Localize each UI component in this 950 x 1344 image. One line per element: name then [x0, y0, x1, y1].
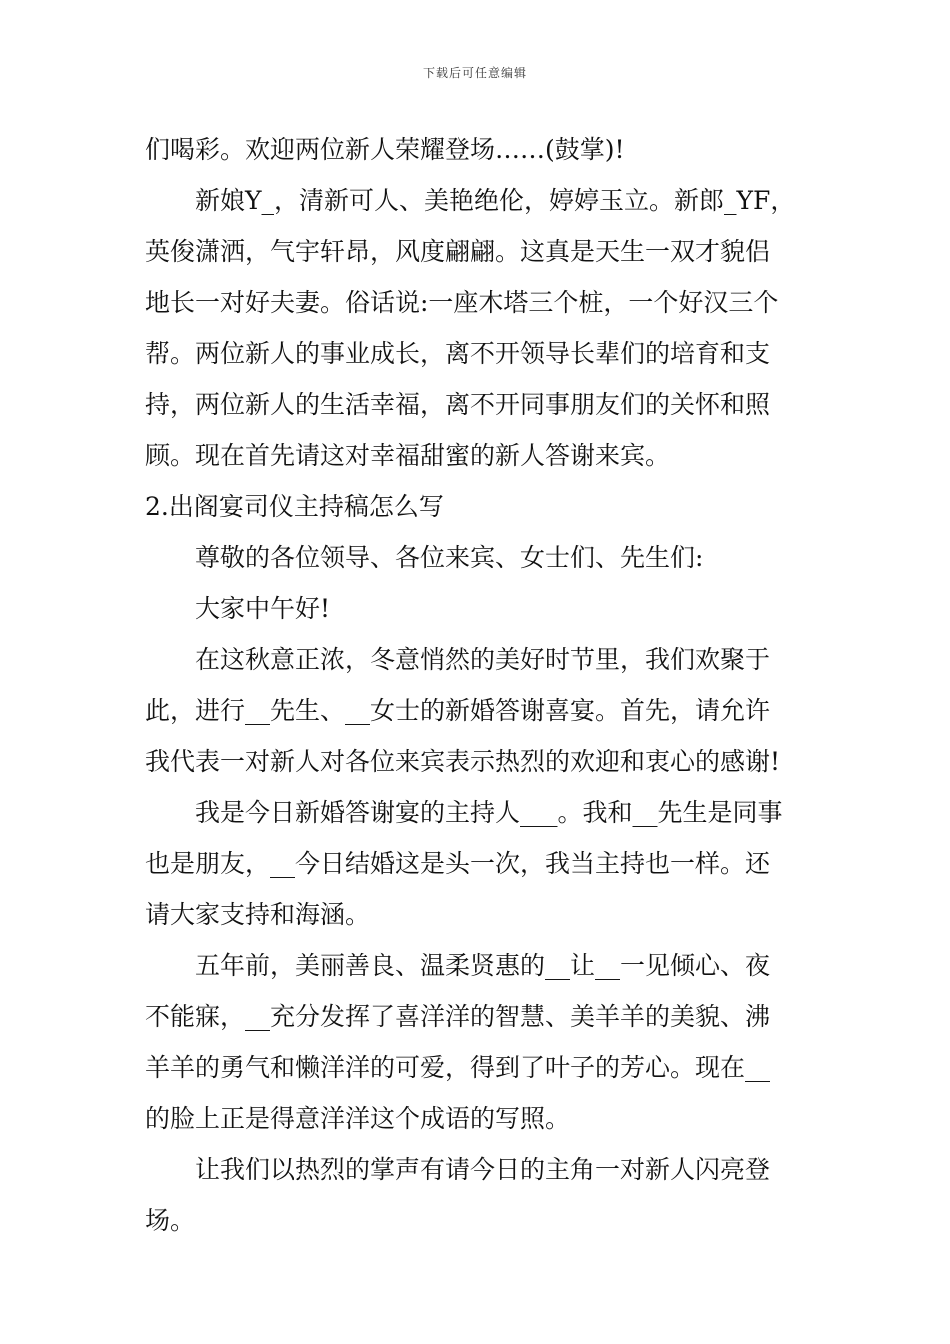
text-line: 的脸上正是得意洋洋这个成语的写照。	[145, 1104, 571, 1133]
text-line: 我代表一对新人对各位来宾表示热烈的欢迎和衷心的感谢!	[145, 747, 781, 776]
text-line: 羊羊的勇气和懒洋洋的可爱，得到了叶子的芳心。现在__	[145, 1053, 771, 1082]
text-line: 请大家支持和海涵。	[145, 900, 371, 929]
text-line: 不能寐，__充分发挥了喜洋洋的智慧、美羊羊的美貌、沸	[145, 1002, 771, 1031]
text-line: 们喝彩。欢迎两位新人荣耀登场……(鼓掌)!	[145, 135, 625, 164]
text-line: 帮。两位新人的事业成长，离不开领导长辈们的培育和支	[145, 339, 771, 368]
text-line: 地长一对好夫妻。俗话说:一座木塔三个桩，一个好汉三个	[145, 288, 779, 317]
text-line: 英俊潇洒，气宇轩昂，风度翩翩。这真是天生一双才貌侣	[145, 237, 771, 266]
paragraph-start: 五年前，美丽善良、温柔贤惠的__让__一见倾心、夜	[195, 951, 771, 980]
section-heading: 2.出阁宴司仪主持稿怎么写	[145, 492, 444, 521]
salutation: 尊敬的各位领导、各位来宾、女士们、先生们:	[195, 543, 704, 572]
text-line: 此，进行__先生、__女士的新婚答谢喜宴。首先，请允许	[145, 696, 771, 725]
greeting: 大家中午好!	[195, 594, 331, 623]
paragraph-start: 让我们以热烈的掌声有请今日的主角一对新人闪亮登	[195, 1155, 771, 1184]
text-line: 场。	[145, 1206, 196, 1235]
paragraph-start: 我是今日新婚答谢宴的主持人___。我和__先生是同事	[195, 798, 783, 827]
page-header-note: 下载后可任意编辑	[422, 66, 527, 80]
paragraph-start: 新娘Y_，清新可人、美艳绝伦，婷婷玉立。新郎_YF，	[195, 186, 796, 215]
text-line: 也是朋友，__今日结婚这是头一次，我当主持也一样。还	[145, 849, 771, 878]
document-body	[145, 124, 810, 1246]
paragraph-start: 在这秋意正浓，冬意悄然的美好时节里，我们欢聚于	[195, 645, 771, 674]
text-line: 持，两位新人的生活幸福，离不开同事朋友们的关怀和照	[145, 390, 771, 419]
text-line: 顾。现在首先请这对幸福甜蜜的新人答谢来宾。	[145, 441, 671, 470]
